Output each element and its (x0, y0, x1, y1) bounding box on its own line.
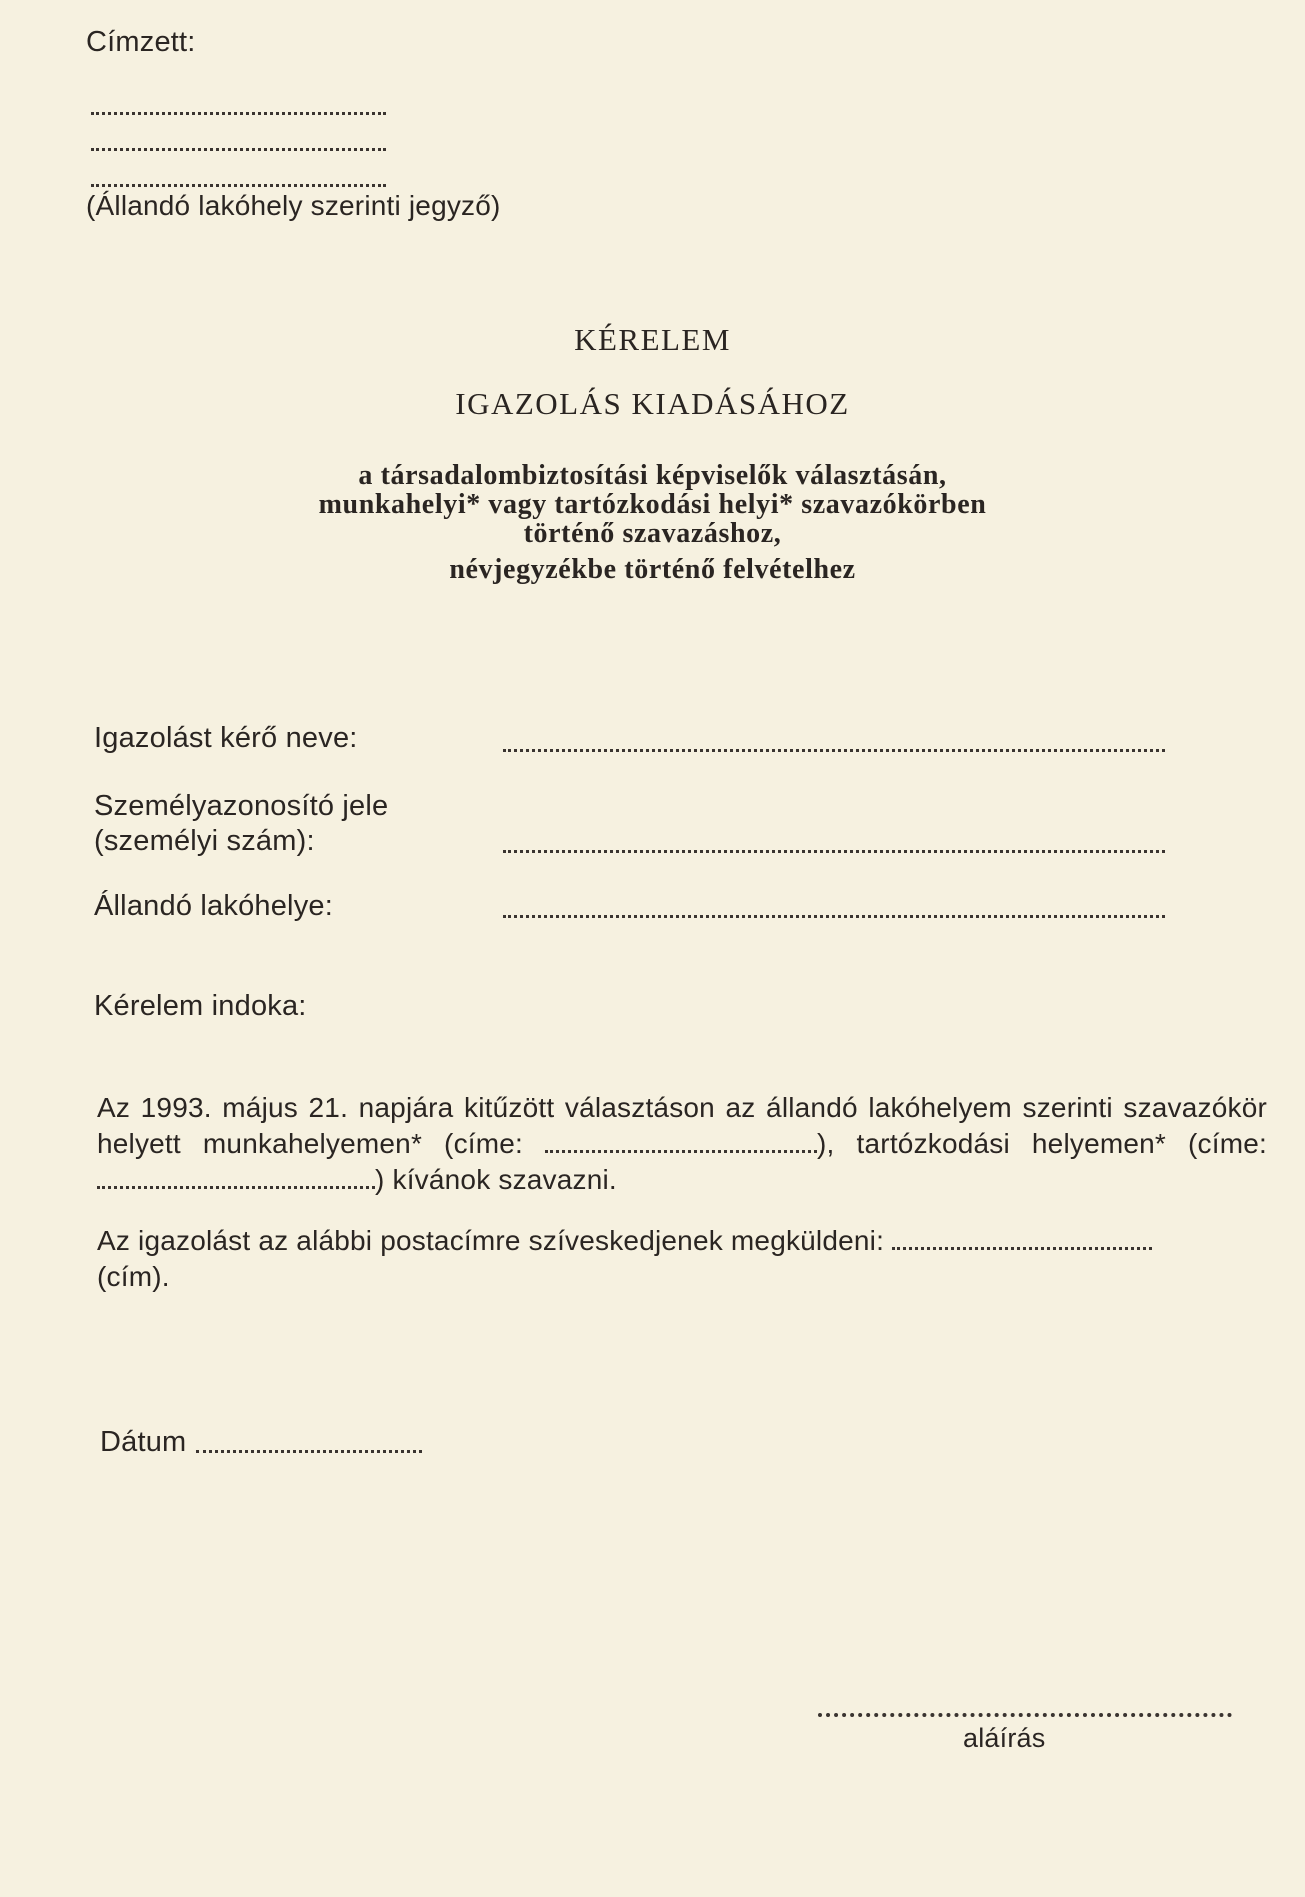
form-description-line-2: munkahelyi* vagy tartózkodási helyi* szavazókörben (318, 489, 987, 520)
postal-text-1: Az igazolást az alábbi postacímre szíveskedjenek megküldeni: (97, 1225, 893, 1256)
personal-id-label-line-2: (személyi szám): (94, 825, 315, 857)
form-description-line-4: névjegyzékbe történő felvételhez (449, 554, 856, 585)
reason-statement (97, 1090, 1267, 1198)
addressee-caption: (Állandó lakóhely szerinti jegyző) (86, 190, 501, 221)
statement-text-1: Az 1993. május 21. napjára kitűzött választáson az állandó lakóhelyem szerinti szavazókör helyett munkahelyemen* (címe: (97, 1092, 1267, 1159)
request-reason-label: Kérelem indoka: (94, 990, 307, 1022)
permanent-address-label: Állandó lakóhelye: (94, 890, 333, 922)
form-description-line-1: a társadalombiztosítási képviselők választásán, (358, 460, 947, 491)
statement-text-2: ), tartózkodási helyemen* (címe: (817, 1128, 1267, 1159)
date-field[interactable] (196, 1450, 422, 1453)
signature-label: aláírás (963, 1723, 1046, 1753)
personal-id-label-line-1: Személyazonosító jele (94, 790, 389, 822)
residence-address-field[interactable] (97, 1166, 375, 1189)
form-title: KÉRELEM (574, 322, 731, 357)
form-description-line-3: történő szavazáshoz, (523, 518, 782, 549)
form-subtitle: IGAZOLÁS KIADÁSÁHOZ (455, 386, 850, 421)
permanent-address-field[interactable] (503, 915, 1165, 918)
addressee-line-3[interactable] (91, 184, 386, 187)
statement-text-3: ) kívánok szavazni. (375, 1164, 617, 1195)
applicant-name-field[interactable] (503, 749, 1165, 752)
applicant-name-label: Igazolást kérő neve: (94, 722, 358, 754)
workplace-address-field[interactable] (545, 1130, 817, 1153)
postal-address-field[interactable] (892, 1227, 1152, 1250)
postal-text-2: (cím). (97, 1261, 170, 1292)
personal-id-field[interactable] (503, 850, 1165, 853)
addressee-label: Címzett: (86, 26, 196, 58)
addressee-line-1[interactable] (91, 112, 386, 115)
date-label: Dátum (100, 1426, 187, 1458)
addressee-line-2[interactable] (91, 148, 386, 151)
postal-statement (97, 1223, 1267, 1295)
signature-field[interactable] (818, 1713, 1232, 1717)
